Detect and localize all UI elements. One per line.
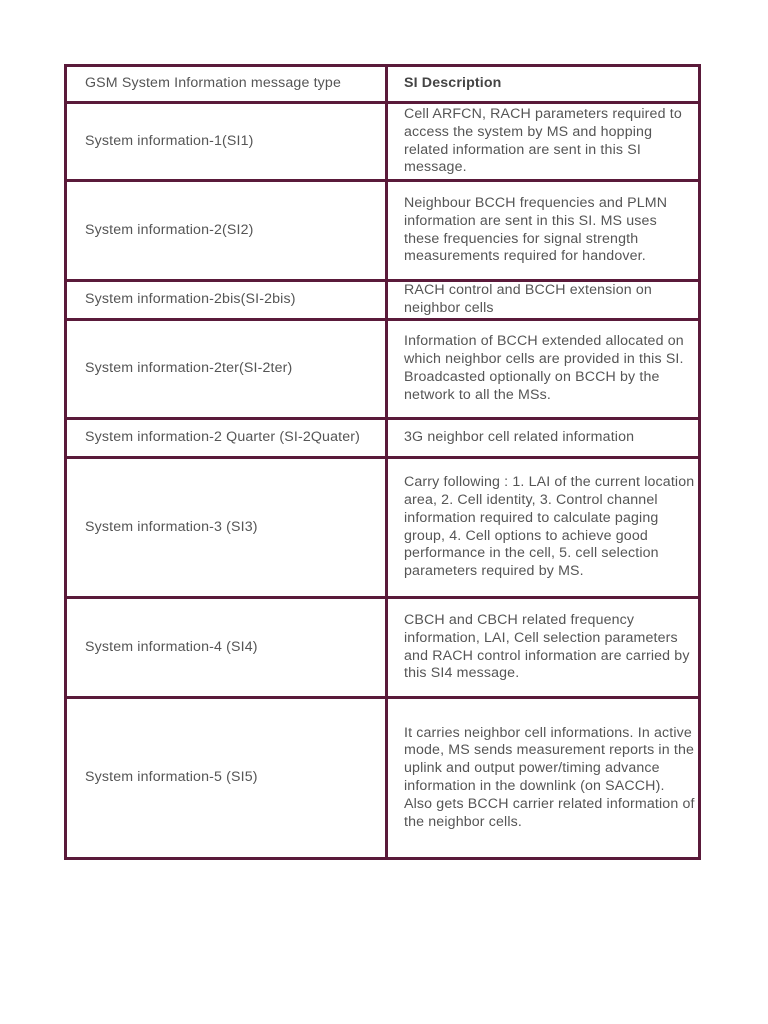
description-cell: Neighbour BCCH frequencies and PLMN information are sent in this SI. MS uses these frequencies for signal strength measurements required for handover. xyxy=(387,181,700,281)
message-type-cell: System information-2 Quarter (SI-2Quater) xyxy=(66,419,387,458)
si-message-table xyxy=(64,64,701,860)
table-row xyxy=(66,458,700,598)
description-cell: Information of BCCH extended allocated on which neighbor cells are provided in this SI. Broadcasted optionally on BCCH by the network to all the MSs. xyxy=(387,320,700,419)
table-row xyxy=(66,419,700,458)
description-cell: Cell ARFCN, RACH parameters required to access the system by MS and hopping related information are sent in this SI message. xyxy=(387,103,700,181)
header-message-type: GSM System Information message type xyxy=(66,66,387,103)
message-type-cell: System information-2ter(SI-2ter) xyxy=(66,320,387,419)
table-row xyxy=(66,598,700,698)
description-cell: It carries neighbor cell informations. In active mode, MS sends measurement reports in the uplink and output power/timing advance information in the downlink (on SACCH). Also gets BCCH carrier related information of the neighbor cells. xyxy=(387,698,700,859)
table-row xyxy=(66,698,700,859)
table-row xyxy=(66,103,700,181)
message-type-cell: System information-3 (SI3) xyxy=(66,458,387,598)
message-type-cell: System information-2(SI2) xyxy=(66,181,387,281)
table-row xyxy=(66,281,700,320)
table-row xyxy=(66,320,700,419)
message-type-cell: System information-1(SI1) xyxy=(66,103,387,181)
description-cell: Carry following : 1. LAI of the current location area, 2. Cell identity, 3. Control channel information required to calculate paging group, 4. Cell options to achieve good performance in the cell, 5. cell selection parameters required by MS. xyxy=(387,458,700,598)
message-type-cell: System information-2bis(SI-2bis) xyxy=(66,281,387,320)
table-row xyxy=(66,181,700,281)
header-si-description: SI Description xyxy=(387,66,700,103)
message-type-cell: System information-5 (SI5) xyxy=(66,698,387,859)
description-cell: 3G neighbor cell related information xyxy=(387,419,700,458)
table-header-row xyxy=(66,66,700,103)
message-type-cell: System information-4 (SI4) xyxy=(66,598,387,698)
description-cell: CBCH and CBCH related frequency information, LAI, Cell selection parameters and RACH control information are carried by this SI4 message. xyxy=(387,598,700,698)
description-cell: RACH control and BCCH extension on neighbor cells xyxy=(387,281,700,320)
